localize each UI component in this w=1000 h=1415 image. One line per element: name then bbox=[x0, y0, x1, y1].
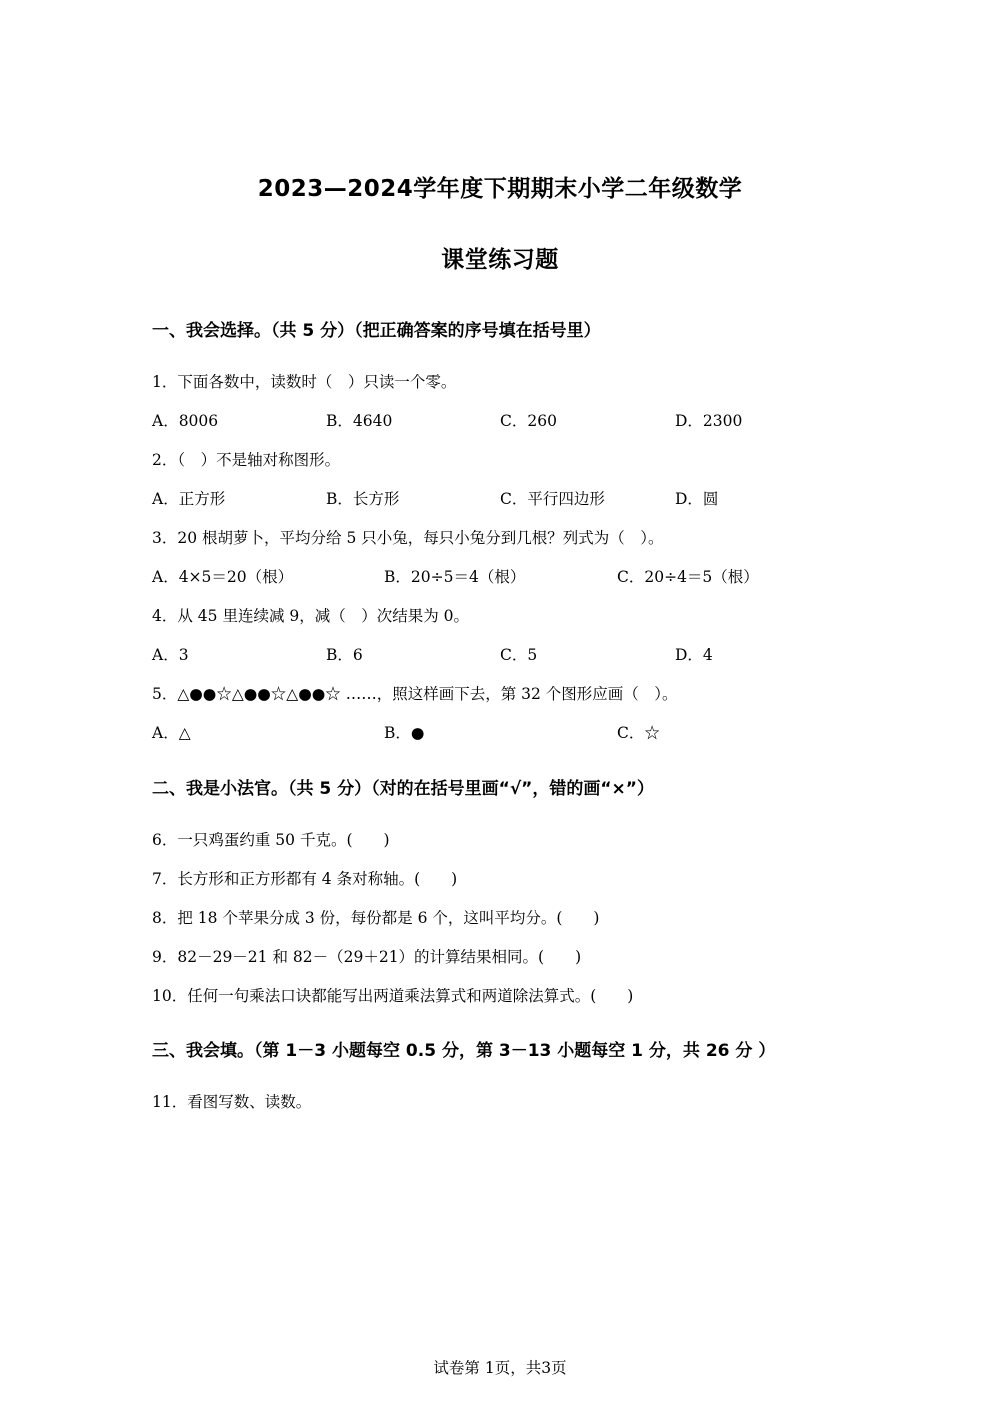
section-heading-judge: 二、我是小法官。（共 5 分）（对的在括号里画“√”，错的画“×”） bbox=[152, 779, 654, 799]
page-footer: 试卷第 1页，共3页 bbox=[433, 1359, 567, 1377]
q1-option-a: A．8006 bbox=[152, 412, 219, 430]
question-5: 5．△●●☆△●●☆△●●☆ ……，照这样画下去，第 32 个图形应画（ ）。 bbox=[152, 685, 678, 703]
question-8: 8．把 18 个苹果分成 3 份，每份都是 6 个，这叫平均分。( ) bbox=[152, 909, 600, 927]
q4-option-b: B．6 bbox=[326, 646, 363, 664]
document-subtitle: 课堂练习题 bbox=[441, 247, 559, 273]
question-9: 9．82－29－21 和 82－（29＋21）的计算结果相同。( ) bbox=[152, 948, 582, 966]
q3-option-b: B．20÷5＝4（根） bbox=[384, 568, 526, 586]
question-10: 10．任何一句乘法口诀都能写出两道乘法算式和两道除法算式。( ) bbox=[152, 987, 634, 1005]
q4-option-c: C．5 bbox=[500, 646, 538, 664]
q5-option-a: A．△ bbox=[152, 724, 191, 742]
section-heading-fill: 三、我会填。（第 1－3 小题每空 0.5 分，第 3－13 小题每空 1 分，共 26 分 ） bbox=[152, 1041, 776, 1061]
q1-option-b: B．4640 bbox=[326, 412, 393, 430]
q5-option-b: B．● bbox=[384, 724, 425, 742]
q2-option-a: A．正方形 bbox=[152, 490, 226, 508]
question-3: 3．20 根胡萝卜，平均分给 5 只小兔，每只小兔分到几根？列式为（ ）。 bbox=[152, 529, 664, 547]
q5-option-c: C．☆ bbox=[617, 724, 660, 742]
q4-option-a: A．3 bbox=[152, 646, 189, 664]
question-2: 2．（ ）不是轴对称图形。 bbox=[152, 451, 341, 469]
question-1: 1．下面各数中，读数时（ ）只读一个零。 bbox=[152, 373, 457, 391]
question-6: 6．一只鸡蛋约重 50 千克。( ) bbox=[152, 831, 390, 849]
q3-option-a: A．4×5＝20（根） bbox=[152, 568, 294, 586]
document-title: 2023—2024学年度下期期末小学二年级数学 bbox=[257, 176, 743, 202]
question-11: 11．看图写数、读数。 bbox=[152, 1093, 312, 1111]
q3-option-c: C．20÷4＝5（根） bbox=[617, 568, 759, 586]
q2-option-c: C．平行四边形 bbox=[500, 490, 605, 508]
q1-option-c: C．260 bbox=[500, 412, 557, 430]
section-heading-choice: 一、我会选择。（共 5 分）（把正确答案的序号填在括号里） bbox=[152, 321, 601, 341]
question-7: 7．长方形和正方形都有 4 条对称轴。( ) bbox=[152, 870, 458, 888]
q1-option-d: D．2300 bbox=[675, 412, 743, 430]
q2-option-b: B．长方形 bbox=[326, 490, 400, 508]
q2-option-d: D．圆 bbox=[675, 490, 719, 508]
q4-option-d: D．4 bbox=[675, 646, 713, 664]
question-4: 4．从 45 里连续减 9，减（ ）次结果为 0。 bbox=[152, 607, 470, 625]
